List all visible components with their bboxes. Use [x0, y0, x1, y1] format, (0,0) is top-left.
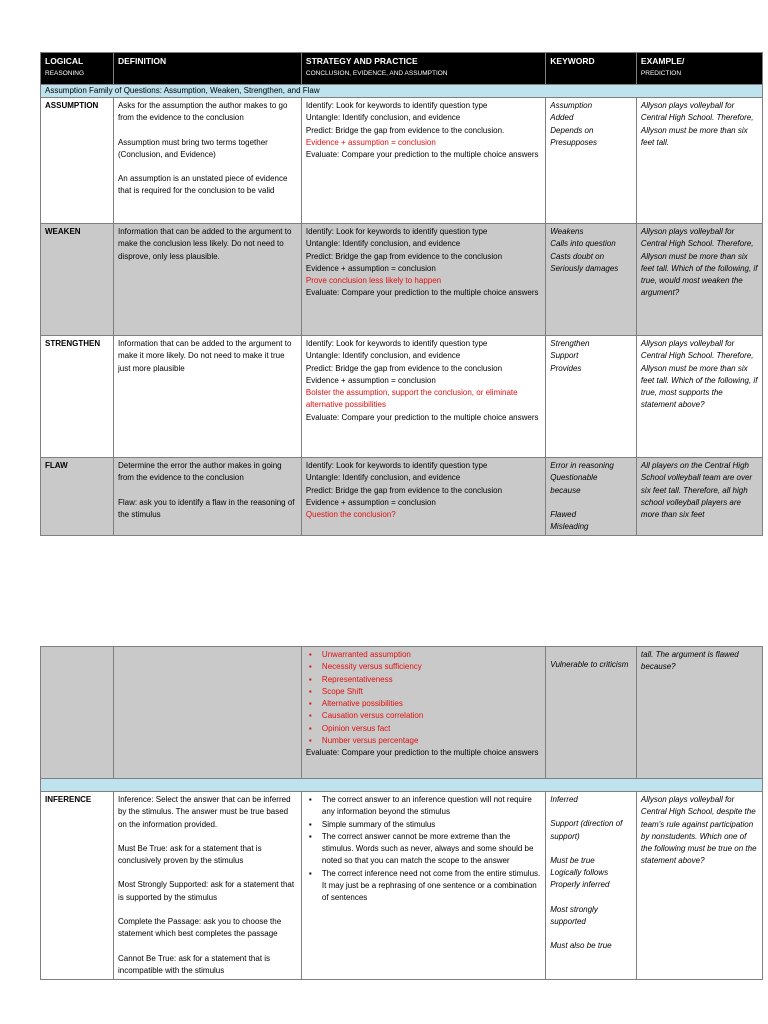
strategy-step: Evidence + assumption = conclusion	[305, 497, 436, 507]
list-item: ▪ Alternative possibilities	[322, 698, 541, 710]
keyword: Inferred	[550, 795, 578, 804]
example-cell: Allyson plays volleyball for Central High School. Therefore, Allyson must be more than six feet tall.	[636, 98, 762, 224]
keyword: Support (direction of support)	[550, 819, 623, 841]
strategy-step: Evaluate: Compare your prediction to the multiple choice answers	[305, 748, 539, 758]
header-strategy-title: STRATEGY AND PRACTICE	[305, 56, 418, 66]
list-item: ▪ Necessity versus sufficiency	[322, 661, 541, 673]
keyword: Presupposes	[550, 137, 597, 147]
example-cell: Allyson plays volleyball for Central High School, despite the team's rule against participation by nonstudents. Which one of the following must be true on the statement above?	[636, 792, 762, 980]
keyword: Must be true	[550, 855, 595, 865]
strategy-cell	[301, 458, 545, 536]
definition-text: Assumption must bring two terms together (Conclusion, and Evidence)	[117, 137, 268, 159]
strategy-step: Evaluate: Compare your prediction to the multiple choice answers	[305, 412, 539, 422]
definition-text: Must Be True: ask for a statement that is conclusively proven by the stimulus	[117, 843, 262, 866]
definition-cell: Information that can be added to the argument to make the conclusion less likely. Do not need to disprove, only less plausible.	[113, 224, 301, 336]
keyword: Most strongly supported	[550, 904, 598, 927]
keyword: Misleading	[550, 522, 589, 532]
strategy-cell	[301, 224, 545, 336]
strategy-step: Predict: Bridge the gap from evidence to the conclusion	[305, 251, 503, 261]
row-name-empty	[41, 647, 114, 779]
example-cell: Allyson plays volleyball for Central High School. Therefore, Allyson must be more than six feet tall. Which of the following, if true, most supports the statement above?	[636, 336, 762, 458]
strategy-step: Untangle: Identify conclusion, and evidence	[305, 113, 461, 123]
definition-cell	[113, 792, 301, 980]
header-strategy	[301, 53, 545, 85]
strategy-cell	[301, 647, 545, 779]
keyword: Weakens	[550, 227, 584, 236]
strategy-cell	[301, 336, 545, 458]
definition-cell-empty	[113, 647, 301, 779]
row-name: STRENGTHEN	[41, 336, 114, 458]
keyword: Properly inferred	[550, 880, 610, 890]
keyword-cell	[546, 647, 637, 779]
row-assumption	[41, 98, 763, 224]
definition-cell	[113, 458, 301, 536]
definition-text: Cannot Be True: ask for a statement that is incompatible with the stimulus	[117, 953, 271, 975]
strategy-step-highlight: Prove conclusion less likely to happen	[305, 276, 442, 286]
keyword: Must also be true	[550, 941, 612, 951]
family-band-empty	[41, 779, 763, 792]
strategy-step: Evaluate: Compare your prediction to the multiple choice answers	[305, 288, 539, 298]
definition-text: Inference: Select the answer that can be inferred by the stimulus. The answer must be true based on the information provided.	[117, 795, 291, 829]
row-weaken	[41, 224, 763, 336]
strategy-step-highlight: Bolster the assumption, support the conclusion, or eliminate alternative possibilities	[305, 388, 518, 410]
definition-text: Asks for the assumption the author makes to go from the evidence to the conclusion	[117, 101, 288, 123]
row-name: INFERENCE	[41, 792, 114, 980]
keyword: Strengthen	[550, 339, 590, 348]
definition-text: Determine the error the author makes in going from the evidence to the conclusion	[117, 461, 282, 483]
header-example	[636, 53, 762, 85]
keyword: Seriously damages	[550, 263, 619, 273]
definition-text: Most Strongly Supported: ask for a statement that is supported by the stimulus	[117, 880, 295, 902]
list-item: ▪ Unwarranted assumption	[322, 649, 541, 661]
strategy-step: Evidence + assumption = conclusion	[305, 375, 436, 385]
strategy-step: Untangle: Identify conclusion, and evidence	[305, 473, 461, 483]
list-item: ▪ Opinion versus fact	[322, 723, 541, 735]
row-flaw-continued	[41, 647, 763, 779]
strategy-cell	[301, 98, 545, 224]
keyword: because	[550, 485, 581, 495]
family-band-row	[41, 85, 763, 98]
list-item: ▪ Causation versus correlation	[322, 710, 541, 722]
logical-reasoning-table-1	[40, 52, 763, 536]
strategy-step: Evidence + assumption = conclusion	[305, 263, 436, 273]
strategy-step: Predict: Bridge the gap from evidence to the conclusion	[305, 485, 503, 495]
strategy-step: Identify: Look for keywords to identify question type	[305, 227, 488, 236]
list-item: ▪ The correct inference need not come from the entire stimulus. It may just be a rephrasing of one sentence or a combination of sentences	[322, 868, 541, 905]
list-item: ▪ Representativeness	[322, 674, 541, 686]
row-name: FLAW	[41, 458, 114, 536]
strategy-step: Identify: Look for keywords to identify question type	[305, 461, 488, 470]
strategy-step: Untangle: Identify conclusion, and evidence	[305, 351, 461, 361]
keyword: Calls into question	[550, 239, 616, 249]
strategy-step: Identify: Look for keywords to identify question type	[305, 101, 488, 110]
keyword: Depends on	[550, 125, 594, 135]
logical-reasoning-table-2	[40, 646, 763, 980]
list-item: ▪ Number versus percentage	[322, 735, 541, 747]
keyword-cell	[546, 458, 637, 536]
definition-text: Complete the Passage: ask you to choose the statement which best completes the passage	[117, 917, 282, 939]
header-prediction: PREDICTION	[640, 70, 682, 77]
definition-text: Flaw: ask you to identify a flaw in the reasoning of the stimulus	[117, 497, 295, 519]
keyword: Added	[550, 113, 574, 123]
row-inference	[41, 792, 763, 980]
keyword-cell	[546, 98, 637, 224]
keyword: Logically follows	[550, 868, 609, 878]
example-cell: tall. The argument is flawed because?	[636, 647, 762, 779]
keyword: Provides	[550, 363, 582, 373]
example-cell: All players on the Central High School volleyball team are over six feet tall. Therefore, all high school volleyball players are more than six feet	[636, 458, 762, 536]
keyword-cell	[546, 792, 637, 980]
keyword-cell	[546, 336, 637, 458]
row-name: WEAKEN	[41, 224, 114, 336]
header-definition: DEFINITION	[113, 53, 301, 85]
header-logical-reasoning	[41, 53, 114, 85]
header-logical: LOGICAL	[45, 56, 84, 66]
keyword: Casts doubt on	[550, 251, 605, 261]
strategy-step: Predict: Bridge the gap from evidence to the conclusion	[305, 363, 503, 373]
row-name: ASSUMPTION	[41, 98, 114, 224]
definition-text: An assumption is an unstated piece of evidence that is required for the conclusion to be valid	[117, 174, 288, 196]
header-keyword: KEYWORD	[546, 53, 637, 85]
row-strengthen	[41, 336, 763, 458]
keyword: Error in reasoning	[550, 461, 614, 470]
strategy-cell	[301, 792, 545, 980]
strategy-step: Identify: Look for keywords to identify question type	[305, 339, 488, 348]
list-item: ▪ The correct answer to an inference question will not require any information beyond the stimulus	[322, 794, 541, 819]
family-band-row	[41, 779, 763, 792]
keyword: Vulnerable to criticism	[550, 660, 629, 669]
strategy-step: Evaluate: Compare your prediction to the multiple choice answers	[305, 150, 539, 160]
list-item: ▪ Scope Shift	[322, 686, 541, 698]
example-cell: Allyson plays volleyball for Central High School. Therefore, Allyson must be more than six feet tall. Which of the following, if true, would most weaken the argument?	[636, 224, 762, 336]
keyword: Assumption	[550, 101, 593, 110]
header-reasoning: REASONING	[45, 70, 85, 77]
keyword: Questionable	[550, 473, 598, 483]
strategy-step: Predict: Bridge the gap from evidence to the conclusion.	[305, 125, 505, 135]
family-band: Assumption Family of Questions: Assumption, Weaken, Strengthen, and Flaw	[41, 85, 763, 98]
keyword: Flawed	[550, 509, 577, 519]
header-example-title: EXAMPLE/	[640, 56, 685, 66]
flaw-types-list	[306, 649, 541, 747]
inference-tips-list	[306, 794, 541, 905]
row-flaw	[41, 458, 763, 536]
strategy-step: Untangle: Identify conclusion, and evidence	[305, 239, 461, 249]
strategy-step-highlight: Question the conclusion?	[305, 510, 396, 520]
list-item: ▪ The correct answer cannot be more extreme than the stimulus. Words such as never, always and some should be noted so that you can match the scope to the answer	[322, 831, 541, 868]
keyword-cell	[546, 224, 637, 336]
list-item: ▪ Simple summary of the stimulus	[322, 819, 541, 831]
definition-cell: Information that can be added to the argument to make it more likely. Do not need to make it true just more plausible	[113, 336, 301, 458]
definition-cell	[113, 98, 301, 224]
header-row	[41, 53, 763, 85]
strategy-step-highlight: Evidence + assumption = conclusion	[305, 137, 436, 147]
header-strategy-sub: CONCLUSION, EVIDENCE, AND ASSUMPTION	[305, 70, 448, 77]
keyword: Support	[550, 351, 579, 361]
